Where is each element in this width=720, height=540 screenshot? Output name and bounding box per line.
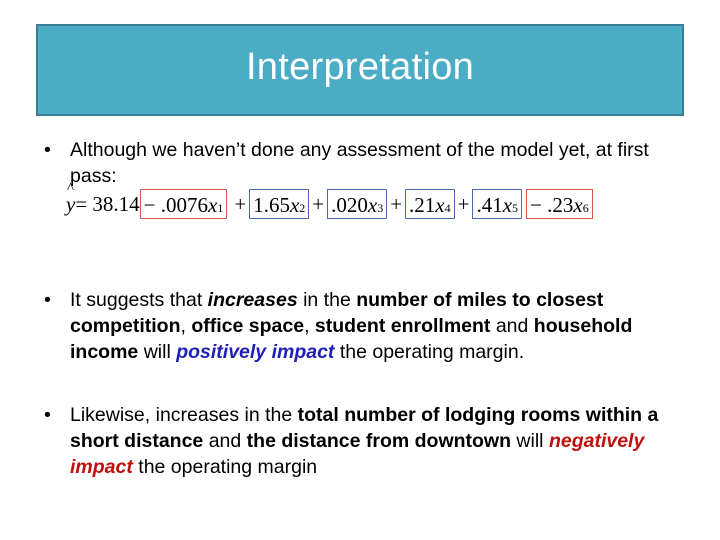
term-5-var: x: [502, 193, 513, 217]
text-run: will: [511, 430, 549, 452]
text-run: and: [490, 315, 534, 337]
equation-plus-4: +: [390, 192, 403, 216]
term-4-index: 4: [444, 201, 451, 215]
equation-plus-3: +: [312, 192, 325, 216]
predictor-student-enrollment: student enrollment: [314, 315, 491, 337]
term-1-index: 1: [217, 201, 224, 215]
term-6-sign: −: [530, 193, 542, 217]
equation-term-3: [327, 189, 387, 219]
title-bar: [36, 24, 684, 116]
bullet-2-text: [70, 287, 690, 365]
predictor-distance-downtown: the distance from downtown: [246, 430, 512, 452]
bullet-1-text: Although we haven’t done any assessment of the model yet, at first pass:: [70, 139, 649, 187]
term-1-sign: −: [143, 193, 156, 217]
predictor-office-space: office space: [191, 315, 305, 337]
text-run: It suggests that: [70, 289, 208, 311]
y-hat: ^ y: [66, 192, 75, 217]
text-run: Likewise, increases in the: [70, 404, 298, 426]
term-2-coef: 1.65: [253, 193, 290, 217]
equation-plus-5: +: [457, 192, 470, 216]
term-6-coef: .23: [547, 193, 574, 217]
equation-term-6: [526, 189, 593, 219]
term-3-coef: .020: [331, 193, 368, 217]
predictor-lodging-rooms: total number of lodging rooms within a short distance: [70, 404, 659, 452]
term-3-index: 3: [377, 201, 384, 215]
negative-impact-emphasis: negatively impact: [70, 430, 645, 478]
term-5-coef: .41: [476, 193, 503, 217]
bullet-dot: •: [44, 289, 51, 311]
equation-term-5: [472, 189, 522, 219]
bullet-3-text: [70, 402, 690, 480]
text-run: and: [203, 430, 247, 452]
text-run: the operating margin: [132, 456, 318, 478]
term-2-var: x: [289, 193, 300, 217]
text-run: the operating margin.: [334, 341, 525, 363]
regression-equation: [66, 186, 593, 222]
term-1-var: x: [208, 193, 218, 217]
equation-term-1: [140, 189, 228, 219]
term-1-coef: .0076: [160, 193, 209, 217]
predictor-household-income: household income: [70, 315, 633, 363]
text-run: ,: [180, 315, 192, 337]
text-run: will: [138, 341, 177, 363]
predictor-miles-to-competition: number of miles to closest competition: [70, 289, 604, 337]
increases-emphasis: increases: [207, 289, 298, 311]
slide-title: Interpretation: [245, 45, 475, 88]
term-6-index: 6: [582, 201, 589, 215]
bullet-1: [44, 137, 690, 189]
bullet-dot: •: [44, 139, 51, 161]
positive-impact-emphasis: positively impact: [176, 341, 335, 363]
term-2-index: 2: [299, 201, 306, 215]
term-6-var: x: [573, 193, 583, 217]
bullet-2: [44, 287, 690, 365]
term-4-coef: .21: [409, 193, 436, 217]
term-4-var: x: [435, 193, 445, 217]
equation-plus-2: +: [234, 192, 247, 216]
term-3-var: x: [367, 193, 378, 217]
intercept: = 38.14: [75, 191, 140, 216]
text-run: in the: [297, 289, 357, 311]
term-5-index: 5: [512, 201, 519, 215]
equation-term-2: [249, 189, 309, 219]
text-run: ,: [304, 315, 315, 337]
equation-term-4: [405, 189, 455, 219]
bullet-dot: •: [44, 404, 51, 426]
bullet-3: [44, 402, 690, 480]
